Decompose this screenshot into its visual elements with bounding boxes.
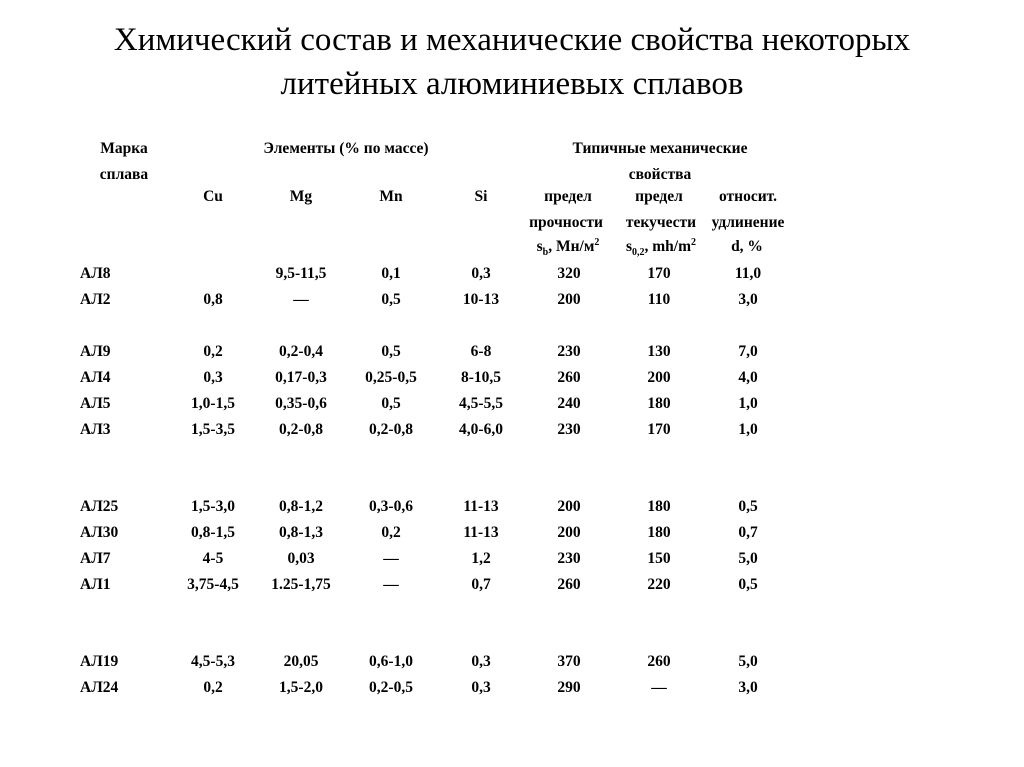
cell-elongation: 3,0 xyxy=(738,679,758,696)
cell-cu: 0,8 xyxy=(203,291,223,308)
cell-yield: 150 xyxy=(647,550,671,567)
cell-strength: 240 xyxy=(557,395,581,412)
cell-grade: АЛ5 xyxy=(80,395,111,412)
header-elongation-line-1: относит. xyxy=(719,188,777,205)
header-cu: Cu xyxy=(203,188,223,205)
header-strength-line-1: предел xyxy=(544,188,592,205)
cell-si: 6-8 xyxy=(470,343,492,360)
cell-si: 11-13 xyxy=(463,524,499,541)
header-grade-line-1: Марка xyxy=(100,140,148,157)
cell-yield: 170 xyxy=(647,421,671,438)
header-yield-line-2: текучести xyxy=(625,214,697,231)
cell-mn: 0,5 xyxy=(381,395,401,412)
cell-cu: 0,2 xyxy=(203,679,223,696)
cell-elongation: 1,0 xyxy=(738,421,758,438)
cell-mg: 0,03 xyxy=(287,550,315,567)
header-yield-line-1: предел xyxy=(635,188,683,205)
cell-mg: 0,2-0,8 xyxy=(279,421,323,438)
cell-strength: 370 xyxy=(557,653,581,670)
cell-si: 0,3 xyxy=(471,265,491,282)
cell-yield: 220 xyxy=(647,576,671,593)
cell-strength: 260 xyxy=(557,369,581,386)
cell-grade: АЛ25 xyxy=(80,498,119,515)
cell-mn: 0,1 xyxy=(381,265,401,282)
cell-strength: 290 xyxy=(557,679,581,696)
cell-yield: 170 xyxy=(647,265,671,282)
cell-yield: 130 xyxy=(647,343,671,360)
cell-strength: 230 xyxy=(557,550,581,567)
header-mechanical-line-1: Типичные механические xyxy=(572,140,748,157)
cell-mn: 0,5 xyxy=(381,291,401,308)
header-strength-line-3: $s_b$, $Мн/м^2$ xyxy=(536,236,600,259)
cell-strength: 260 xyxy=(557,576,581,593)
cell-si: 4,0-6,0 xyxy=(459,421,503,438)
cell-elongation: 4,0 xyxy=(738,369,758,386)
cell-cu: 1,5-3,0 xyxy=(191,498,235,515)
title-line-2: литейных алюминиевых сплавов xyxy=(280,66,744,102)
cell-grade: АЛ30 xyxy=(80,524,119,541)
header-mechanical-line-2: свойства xyxy=(628,166,692,183)
cell-si: 11-13 xyxy=(463,498,499,515)
header-strength-line-2: прочности xyxy=(529,214,603,231)
cell-mg: 1.25-1,75 xyxy=(271,576,331,593)
cell-grade: АЛ2 xyxy=(80,291,111,308)
cell-mn: 0,2 xyxy=(381,524,401,541)
cell-grade: АЛ24 xyxy=(80,679,119,696)
cell-cu: 3,75-4,5 xyxy=(187,576,239,593)
header-grade-line-2: сплава xyxy=(99,166,149,183)
cell-mn: 0,2-0,5 xyxy=(369,679,413,696)
cell-strength: 320 xyxy=(557,265,581,282)
cell-yield: — xyxy=(651,679,667,696)
cell-grade: АЛ19 xyxy=(80,653,119,670)
cell-grade: АЛ1 xyxy=(80,576,111,593)
cell-grade: АЛ9 xyxy=(80,343,111,360)
cell-strength: 230 xyxy=(557,343,581,360)
cell-elongation: 11,0 xyxy=(734,265,762,282)
cell-si: 0,7 xyxy=(471,576,491,593)
cell-si: 10-13 xyxy=(462,291,500,308)
cell-strength: 230 xyxy=(557,421,581,438)
header-si: Si xyxy=(474,188,488,205)
cell-elongation: 5,0 xyxy=(738,550,758,567)
cell-si: 0,3 xyxy=(471,679,491,696)
cell-mn: — xyxy=(383,550,399,567)
cell-yield: 180 xyxy=(647,395,671,412)
cell-yield: 260 xyxy=(647,653,671,670)
cell-si: 1,2 xyxy=(471,550,491,567)
cell-strength: 200 xyxy=(557,291,581,308)
cell-cu: 0,8-1,5 xyxy=(191,524,235,541)
cell-mn: 0,5 xyxy=(381,343,401,360)
page-title xyxy=(0,18,1024,106)
header-mn: Mn xyxy=(379,188,403,205)
cell-mn: 0,3-0,6 xyxy=(369,498,413,515)
cell-elongation: 0,7 xyxy=(738,524,758,541)
cell-mg: 0,2-0,4 xyxy=(279,343,323,360)
cell-mg: — xyxy=(293,291,309,308)
cell-mg: 1,5-2,0 xyxy=(279,679,323,696)
cell-si: 0,3 xyxy=(471,653,491,670)
title-line-1: Химический состав и механические свойства некоторых xyxy=(113,22,911,58)
cell-cu: 4,5-5,3 xyxy=(191,653,235,670)
cell-yield: 180 xyxy=(647,498,671,515)
cell-elongation: 5,0 xyxy=(738,653,758,670)
cell-si: 8-10,5 xyxy=(460,369,502,386)
cell-mg: 20,05 xyxy=(283,653,319,670)
cell-mg: 0,17-0,3 xyxy=(275,369,327,386)
header-elements: Элементы (% по массе) xyxy=(263,140,429,157)
header-elongation-line-3: d, % xyxy=(731,238,763,255)
cell-strength: 200 xyxy=(557,498,581,515)
cell-cu: 1,0-1,5 xyxy=(191,395,235,412)
cell-yield: 110 xyxy=(647,291,671,308)
cell-grade: АЛ3 xyxy=(80,421,111,438)
cell-mn: — xyxy=(383,576,399,593)
cell-yield: 180 xyxy=(647,524,671,541)
cell-elongation: 7,0 xyxy=(738,343,758,360)
header-mg: Mg xyxy=(289,188,313,205)
cell-grade: АЛ4 xyxy=(80,369,111,386)
cell-mg: 0,35-0,6 xyxy=(275,395,327,412)
cell-elongation: 0,5 xyxy=(738,498,758,515)
cell-mg: 0,8-1,2 xyxy=(279,498,323,515)
cell-yield: 200 xyxy=(647,369,671,386)
cell-mn: 0,6-1,0 xyxy=(369,653,413,670)
cell-strength: 200 xyxy=(557,524,581,541)
cell-grade: АЛ7 xyxy=(80,550,111,567)
cell-mn: 0,25-0,5 xyxy=(365,369,417,386)
cell-mn: 0,2-0,8 xyxy=(369,421,413,438)
cell-cu: 0,2 xyxy=(203,343,223,360)
cell-elongation: 1,0 xyxy=(738,395,758,412)
cell-cu: 4-5 xyxy=(202,550,224,567)
cell-elongation: 0,5 xyxy=(738,576,758,593)
cell-mg: 9,5-11,5 xyxy=(275,265,327,282)
cell-grade: АЛ8 xyxy=(80,265,111,282)
cell-cu: 1,5-3,5 xyxy=(191,421,235,438)
cell-si: 4,5-5,5 xyxy=(459,395,503,412)
cell-cu: 0,3 xyxy=(203,369,223,386)
cell-mg: 0,8-1,3 xyxy=(279,524,323,541)
header-elongation-line-2: удлинение xyxy=(711,214,785,231)
header-yield-line-3: $s_{0,2}$, $mh/m^2$ xyxy=(625,236,697,259)
cell-elongation: 3,0 xyxy=(738,291,758,308)
